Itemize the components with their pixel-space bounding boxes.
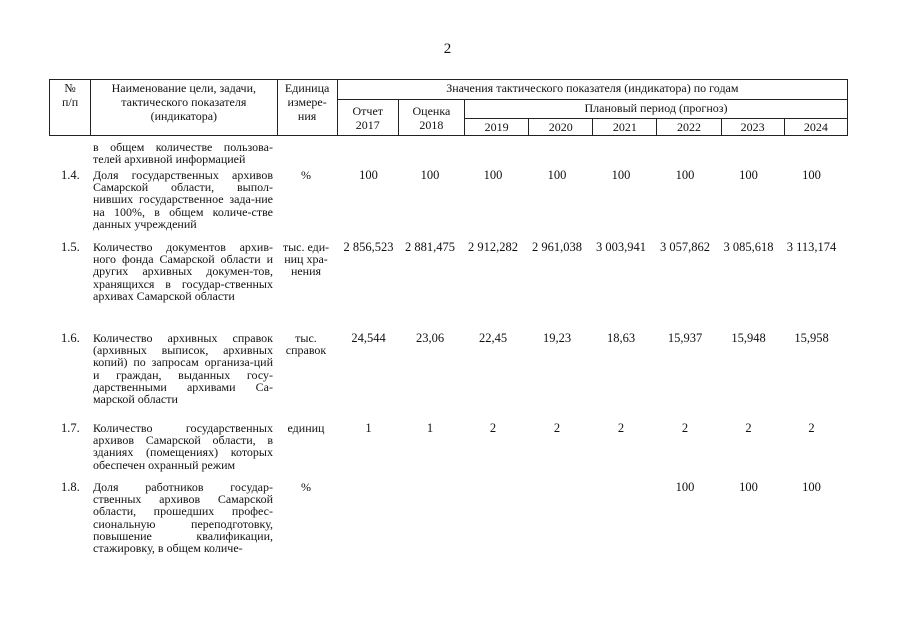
row-value: 22,45 (478, 331, 508, 345)
row-name: Доля работников государ-ственных архивов Самарской области, прошедших профес-сиональную переподготовку, повышение квалификации, стажировку, в общем количе- (93, 480, 273, 556)
row-unit: тыс. еди-ниц хра-нения (282, 240, 330, 279)
row-value: 3 003,941 (596, 240, 646, 254)
row-number: 1.5. (61, 240, 80, 254)
header-col-num: № п/п (50, 80, 91, 136)
row-value: 3 113,174 (786, 240, 837, 254)
row-value: 2 (553, 421, 561, 435)
row-value: 100 (802, 480, 821, 494)
row-value: 19,23 (542, 331, 572, 345)
row-value: 100 (675, 168, 695, 182)
row-value: 100 (739, 168, 758, 182)
row-number: 1.7. (61, 421, 80, 435)
row-value: 2 (617, 421, 625, 435)
row-name: Количество архивных справок (архивных выписок, архивных копий) по запросам организа-ций и граждан, выданных госу-дарственными архивами Са-марской области (93, 331, 273, 407)
row-value: 2 912,282 (468, 240, 518, 254)
row-name: Доля государственных архивов Самарской области, выпол-нивших государственное зада-ние на 100%, в общем количе-стве данных учреждений (93, 168, 273, 231)
row-name: Количество документов архив-ного фонда Самарской области и других архивных докумен-тов, хранящихся в государ-ственных архивах Самарской области (93, 240, 273, 303)
header-col-report: Отчет 2017 (337, 100, 398, 136)
row-number: 1.4. (61, 168, 80, 182)
row-value: 100 (675, 480, 695, 494)
header-col-plan: Плановый период (прогноз) (464, 100, 847, 119)
row-value: 3 057,862 (660, 240, 710, 254)
header-col-name: Наименование цели, задачи, тактического показателя (индикатора) (91, 80, 277, 136)
row-number: 1.8. (61, 480, 80, 494)
row-number: 1.6. (61, 331, 80, 345)
row-name: Количество государственных архивов Самарской области, в зданиях (помещениях) которых обеспечен охранный режим (93, 421, 273, 472)
header-year: 2019 (464, 119, 528, 136)
table-header (49, 79, 848, 136)
row-value: 100 (547, 168, 567, 182)
row-value: 100 (420, 168, 440, 182)
row-value: 15,958 (794, 331, 829, 345)
row-value: 15,937 (667, 331, 703, 345)
row-value: 3 085,618 (723, 240, 774, 254)
row-value: 2 (681, 421, 689, 435)
header-year: 2022 (657, 119, 721, 136)
row-value: 2 (808, 421, 815, 435)
header-col-values: Значения тактического показателя (индикатора) по годам (337, 80, 847, 100)
row-value: 23,06 (415, 331, 445, 345)
row-value: 2 881,475 (405, 240, 455, 254)
page-number: 2 (443, 41, 452, 57)
row-value: 1 (365, 421, 372, 435)
row-value: 2 856,523 (343, 240, 394, 254)
row-value: 100 (483, 168, 503, 182)
row-value: 100 (739, 480, 758, 494)
row-value: 18,63 (606, 331, 636, 345)
header-year: 2021 (593, 119, 657, 136)
header-year: 2023 (721, 119, 784, 136)
row-value: 15,948 (731, 331, 766, 345)
row-value: 1 (426, 421, 434, 435)
header-col-unit: Единица измере-ния (277, 80, 337, 136)
header-col-estimate: Оценка 2018 (398, 100, 464, 136)
row-value: 2 (745, 421, 752, 435)
row-value: 2 961,038 (532, 240, 582, 254)
row-value: 2 (489, 421, 497, 435)
row-value: 100 (359, 168, 378, 182)
continuation-text: в общем количестве пользова-телей архивной информацией (93, 140, 273, 167)
header-year: 2024 (784, 119, 847, 136)
row-unit: % (301, 480, 311, 494)
row-unit: % (301, 168, 311, 182)
row-value: 100 (611, 168, 631, 182)
row-unit: единиц (287, 421, 325, 435)
row-value: 100 (802, 168, 821, 182)
header-year: 2020 (529, 119, 593, 136)
row-value: 24,544 (351, 331, 386, 345)
row-unit: тыс. справок (285, 331, 327, 358)
